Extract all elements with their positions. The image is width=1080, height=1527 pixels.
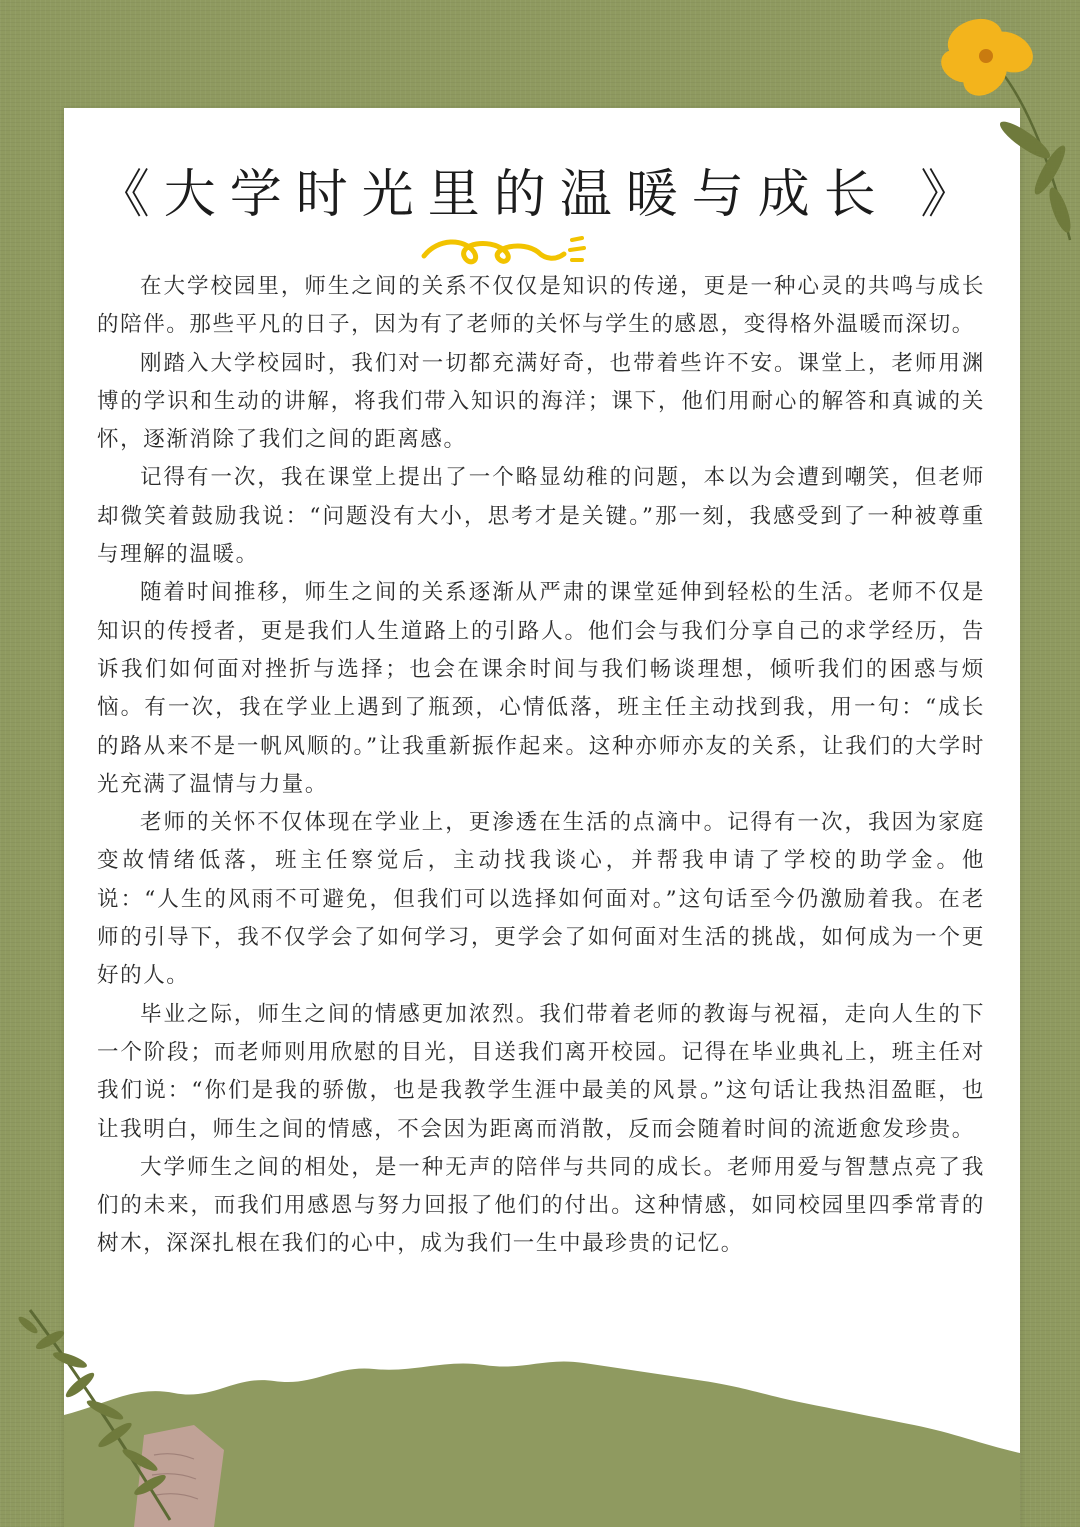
paragraph: 记得有一次，我在课堂上提出了一个略显幼稚的问题，本以为会遭到嘲笑，但老师却微笑着鼓励我说：“问题没有大小，思考才是关键。”那一刻，我感受到了一种被尊重与理解的温暖。 — [97, 465, 985, 568]
paragraph: 毕业之际，师生之间的情感更加浓烈。我们带着老师的教诲与祝福，走向人生的下一个阶段；而老师则用欣慰的目光，目送我们离开校园。记得在毕业典礼上，班主任对我们说：“你们是我的骄傲，也是我教学生涯中最美的风景。”这句话让我热泪盈眶，也让我明白，师生之间的情感，不会因为距离而消散，反而会随着时间的流逝愈发珍贵。 — [97, 1001, 985, 1142]
fern-icon — [0, 1300, 210, 1527]
paragraph: 大学师生之间的相处，是一种无声的陪伴与共同的成长。老师用爱与智慧点亮了我们的未来，而我们用感恩与努力回报了他们的付出。这种情感，如同校园里四季常青的树木，深深扎根在我们的心中，成为我们一生中最珍贵的记忆。 — [97, 1154, 985, 1257]
article-body — [97, 268, 985, 1264]
paragraph: 老师的关怀不仅体现在学业上，更渗透在生活的点滴中。记得有一次，我因为家庭变故情绪低落，班主任察觉后，主动找我谈心，并帮我申请了学校的助学金。他说：“人生的风雨不可避免，但我们可以选择如何面对。”这句话至今仍激励着我。在老师的引导下，我不仅学会了如何学习，更学会了如何面对生活的挑战，如何成为一个更好的人。 — [97, 810, 985, 989]
paragraph: 在大学校园里，师生之间的关系不仅仅是知识的传递，更是一种心灵的共鸣与成长的陪伴。那些平凡的日子，因为有了老师的关怀与学生的感恩，变得格外温暖而深切。 — [97, 274, 985, 338]
paragraph: 随着时间推移，师生之间的关系逐渐从严肃的课堂延伸到轻松的生活。老师不仅是知识的传授者，更是我们人生道路上的引路人。他们会与我们分享自己的求学经历，告诉我们如何面对挫折与选择；也会在课余时间与我们畅谈理想，倾听我们的困惑与烦恼。有一次，我在学业上遇到了瓶颈，心情低落，班主任主动找到我，用一句：“成长的路从来不是一帆风顺的。”让我重新振作起来。这种亦师亦友的关系，让我们的大学时光充满了温情与力量。 — [97, 580, 985, 797]
paragraph: 刚踏入大学校园时，我们对一切都充满好奇，也带着些许不安。课堂上，老师用渊博的学识和生动的讲解，将我们带入知识的海洋；课下，他们用耐心的解答和真诚的关怀，逐渐消除了我们之间的距离感。 — [97, 350, 985, 453]
page-title: 《大学时光里的温暖与成长 》 — [97, 165, 987, 225]
